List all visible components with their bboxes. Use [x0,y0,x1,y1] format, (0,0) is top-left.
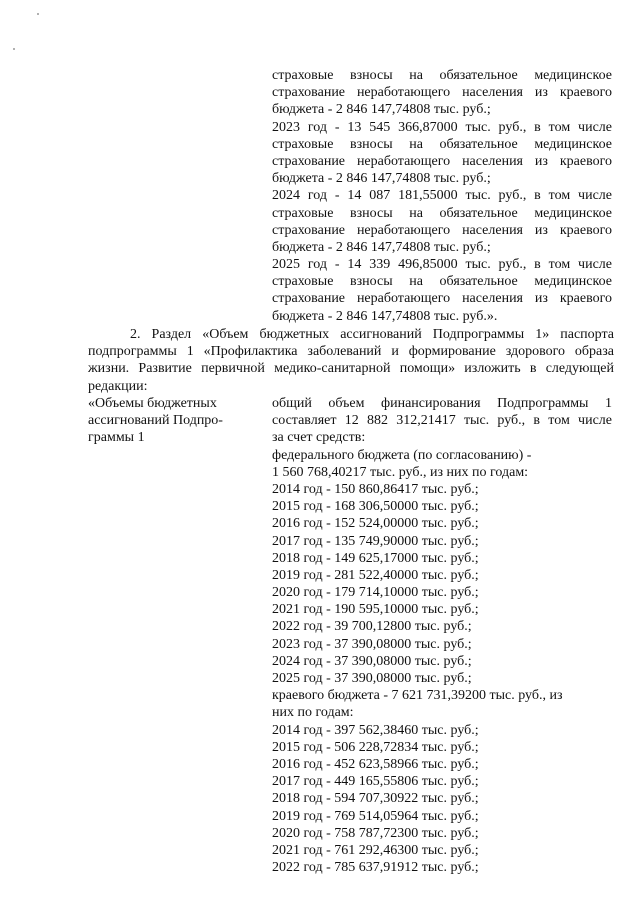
funding-line: 2017 год - 449 165,55806 тыс. руб.; [272,774,479,790]
text-line: страховые взносы на обязательное медицинское [272,274,612,290]
funding-line: 2017 год - 135 749,90000 тыс. руб.; [272,533,479,549]
funding-line: 2020 год - 758 787,72300 тыс. руб.; [272,825,479,841]
funding-line: 2014 год - 150 860,86417 тыс. руб.; [272,481,479,497]
section-2-paragraph [88,326,614,395]
text-line: 2025 год - 14 339 496,85000 тыс. руб., в том числе [272,257,612,273]
text-line: страховые взносы на обязательное медицинское [272,136,612,152]
funding-line: федерального бюджета (по согласованию) - [272,447,532,463]
paragraph-line: подпрограммы 1 «Профилактика заболеваний и формирование здорового образа [88,344,614,360]
paragraph-line: 2. Раздел «Объем бюджетных ассигнований Подпрограммы 1» паспорта [130,327,614,342]
passport-row-value [272,395,612,876]
label-line: «Объемы бюджетных [88,396,217,411]
funding-line: 2019 год - 281 522,40000 тыс. руб.; [272,567,479,583]
label-line: ассигнований Подпро- [88,413,223,429]
paragraph-line: жизни. Развитие первичной медико-санитарной помощи» изложить в следующей [88,361,614,377]
label-line: граммы 1 [88,430,145,446]
text-line: 2024 год - 14 087 181,55000 тыс. руб., в том числе [272,188,612,204]
funding-line: 2019 год - 769 514,05964 тыс. руб.; [272,808,479,824]
funding-line: 2021 год - 190 595,10000 тыс. руб.; [272,602,479,618]
funding-continuation-block [272,67,612,325]
funding-line: них по годам: [272,705,354,721]
scan-speck [37,13,39,15]
text-line: 2023 год - 13 545 366,87000 тыс. руб., в том числе [272,119,612,135]
text-line: страхование неработающего населения из краевого [272,291,612,307]
funding-line: 2022 год - 39 700,12800 тыс. руб.; [272,619,472,635]
funding-line: 2016 год - 452 623,58966 тыс. руб.; [272,756,479,772]
passport-row-label [88,395,248,447]
funding-line: 2024 год - 37 390,08000 тыс. руб.; [272,653,472,669]
funding-line: составляет 12 882 312,21417 тыс. руб., в том числе [272,413,612,429]
funding-line: 2016 год - 152 524,00000 тыс. руб.; [272,516,479,532]
funding-line: 2014 год - 397 562,38460 тыс. руб.; [272,722,479,738]
text-line: страховые взносы на обязательное медицинское [272,68,612,83]
paragraph-line: редакции: [88,378,148,394]
funding-line: 2018 год - 149 625,17000 тыс. руб.; [272,550,479,566]
funding-line: 2023 год - 37 390,08000 тыс. руб.; [272,636,472,652]
text-line: страхование неработающего населения из краевого [272,85,612,101]
text-line: бюджета - 2 846 147,74808 тыс. руб.». [272,308,498,324]
funding-line: краевого бюджета - 7 621 731,39200 тыс. руб., из [272,688,563,704]
funding-line: 2015 год - 168 306,50000 тыс. руб.; [272,499,479,515]
funding-line: 2020 год - 179 714,10000 тыс. руб.; [272,585,479,601]
funding-line: 2021 год - 761 292,46300 тыс. руб.; [272,842,479,858]
funding-line: 2022 год - 785 637,91912 тыс. руб.; [272,860,479,876]
text-line: страховые взносы на обязательное медицинское [272,205,612,221]
text-line: бюджета - 2 846 147,74808 тыс. руб.; [272,239,491,255]
scan-speck [13,48,15,50]
text-line: страхование неработающего населения из краевого [272,153,612,169]
funding-line: за счет средств: [272,430,366,446]
funding-line: общий объем финансирования Подпрограммы 1 [272,396,612,411]
text-line: бюджета - 2 846 147,74808 тыс. руб.; [272,102,491,118]
funding-line: 1 560 768,40217 тыс. руб., из них по годам: [272,464,529,480]
text-line: страхование неработающего населения из краевого [272,222,612,238]
funding-line: 2018 год - 594 707,30922 тыс. руб.; [272,791,479,807]
funding-line: 2015 год - 506 228,72834 тыс. руб.; [272,739,479,755]
funding-line: 2025 год - 37 390,08000 тыс. руб.; [272,671,472,686]
text-line: бюджета - 2 846 147,74808 тыс. руб.; [272,171,491,187]
